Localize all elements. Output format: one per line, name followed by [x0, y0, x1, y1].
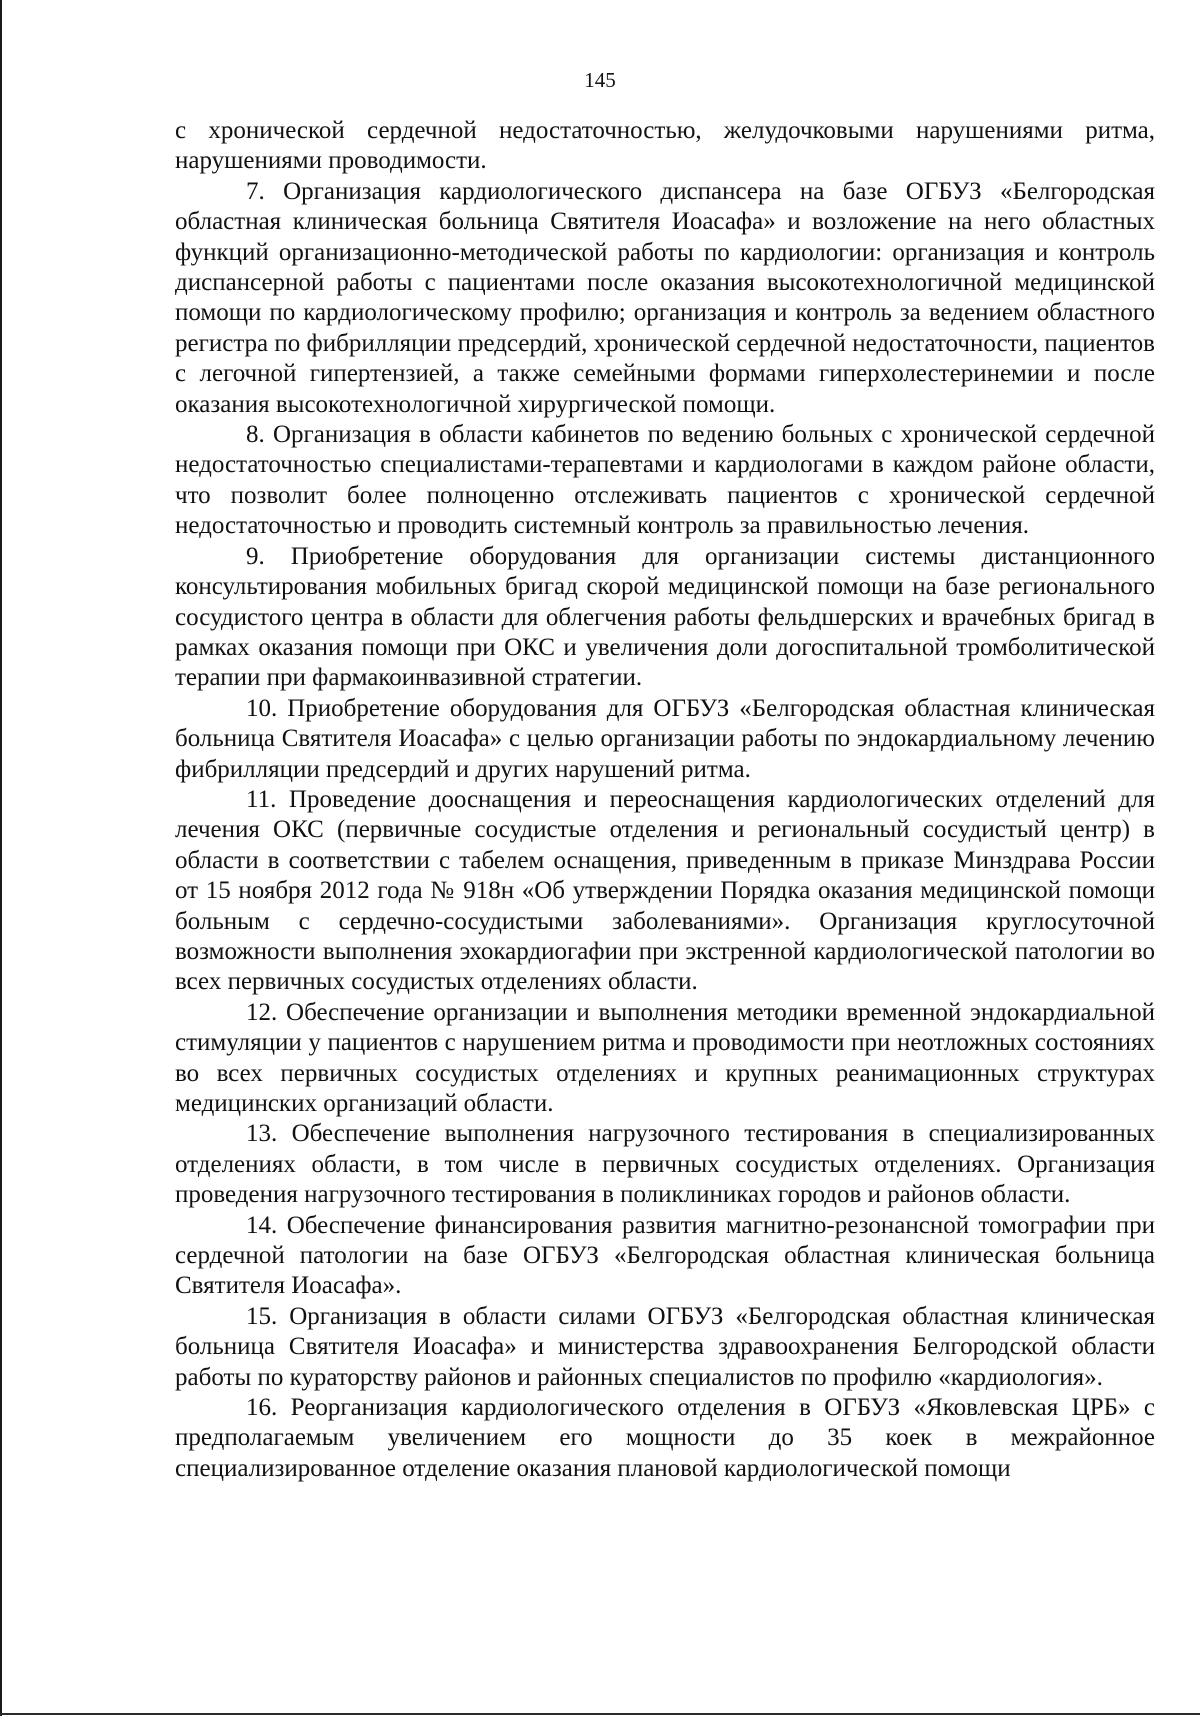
paragraph-item-16: 16. Реорганизация кардиологического отделения в ОГБУЗ «Яковлевская ЦРБ» с предполагаемым увеличением его мощности до 35 коек в межрайонное специализированное отделение оказания плановой кардиологической помощи	[175, 1394, 1155, 1482]
paragraph-item-13: 13. Обеспечение выполнения нагрузочного тестирования в специализированных отделениях области, в том числе в первичных сосудистых отделениях. Организация проведения нагрузочного тестирования в поликлиниках городов и районов области.	[175, 1120, 1155, 1209]
paragraph-item-14: 14. Обеспечение финансирования развития магнитно-резонансной томографии при сердечной патологии на базе ОГБУЗ «Белгородская областная клиническая больница Святителя Иоасафа».	[175, 1211, 1155, 1300]
document-body	[175, 116, 1155, 1484]
paragraph-item-10: 10. Приобретение оборудования для ОГБУЗ «Белгородская областная клиническая больница Святителя Иоасафа» с целью организации работы по эндокардиальному лечению фибрилляции предсердий и других нарушений ритма.	[175, 694, 1155, 783]
paragraph-item-8: 8. Организация в области кабинетов по ведению больных с хронической сердечной недостаточностью специалистами-терапевтами и кардиологами в каждом районе области, что позволит более полноценно отслеживать пациентов с хронической сердечной недостаточностью и проводить системный контроль за правильностью лечения.	[175, 421, 1155, 540]
paragraph-continuation: с хронической сердечной недостаточностью, желудочковыми нарушениями ритма, нарушениями проводимости.	[175, 117, 1155, 175]
page-number: 145	[584, 68, 616, 92]
scan-left-edge	[0, 0, 2, 1716]
scan-bottom-edge	[0, 1713, 1200, 1715]
paragraph-item-12: 12. Обеспечение организации и выполнения методики временной эндокардиальной стимуляции у пациентов с нарушением ритма и проводимости при неотложных состояниях во всех первичных сосудистых отделениях и крупных реанимационных структурах медицинских организаций области.	[175, 998, 1155, 1117]
paragraph-item-11: 11. Проведение дооснащения и переоснащения кардиологических отделений для лечения ОКС (первичные сосудистые отделения и региональный сосудистый центр) в области в соответствии с табелем оснащения, приведенным в приказе Минздрава России от 15 ноября 2012 года № 918н «Об утверждении Порядка оказания медицинской помощи больным с сердечно-сосудистыми заболеваниями». Организация круглосуточной возможности выполнения эхокардиогафии при экстренной кардиологической патологии во всех первичных сосудистых отделениях области.	[175, 785, 1155, 996]
paragraph-item-9: 9. Приобретение оборудования для организации системы дистанционного консультирования мобильных бригад скорой медицинской помощи на базе регионального сосудистого центра в области для облегчения работы фельдшерских и врачебных бригад в рамках оказания помощи при ОКС и увеличения доли догоспитальной тромболитической терапии при фармакоинвазивной стратегии.	[175, 542, 1155, 692]
paragraph-item-15: 15. Организация в области силами ОГБУЗ «Белгородская областная клиническая больница Святителя Иоасафа» и министерства здравоохранения Белгородской области работы по кураторству районов и районных специалистов по профилю «кардиология».	[175, 1302, 1155, 1391]
paragraph-item-7: 7. Организация кардиологического диспансера на базе ОГБУЗ «Белгородская областная клиническая больница Святителя Иоасафа» и возложение на него областных функций организационно-методической работы по кардиологии: организация и контроль диспансерной работы с пациентами после оказания высокотехнологичной медицинской помощи по кардиологическому профилю; организация и контроль за ведением областного регистра по фибрилляции предсердий, хронической сердечной недостаточности, пациентов с легочной гипертензией, а также семейными формами гиперхолестеринемии и после оказания высокотехнологичной хирургической помощи.	[175, 177, 1155, 418]
